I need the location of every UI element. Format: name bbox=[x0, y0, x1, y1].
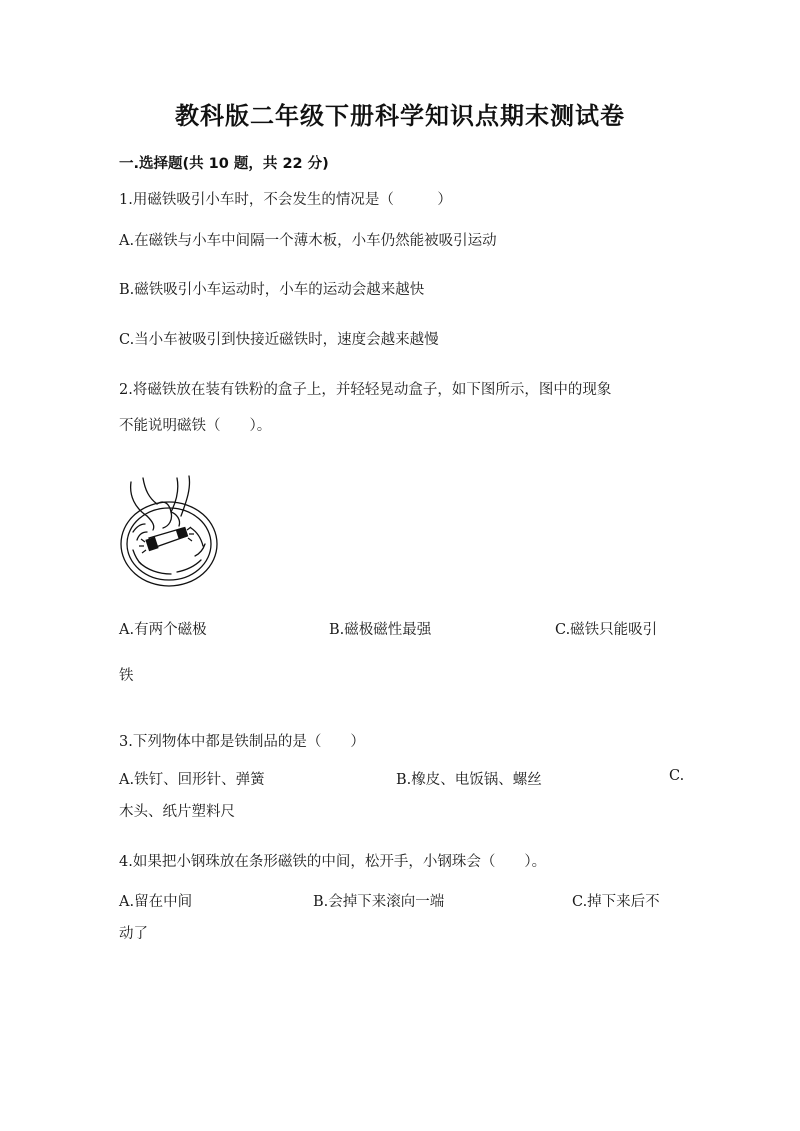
question-2-stem-line2: 不能说明磁铁（ ）。 bbox=[119, 418, 272, 434]
page-title: 教科版二年级下册科学知识点期末测试卷 bbox=[175, 102, 625, 130]
question-3-option-b: B.橡皮、电饭锅、螺丝 bbox=[396, 772, 542, 788]
question-2-option-a: A.有两个磁极 bbox=[119, 622, 207, 638]
question-1-option-a: A.在磁铁与小车中间隔一个薄木板，小车仍然能被吸引运动 bbox=[119, 233, 497, 249]
question-2-option-c-wrap: 铁 bbox=[119, 668, 134, 684]
question-4-stem: 4.如果把小钢珠放在条形磁铁的中间，松开手，小钢珠会（ ）。 bbox=[119, 854, 547, 870]
question-4-option-a: A.留在中间 bbox=[119, 894, 193, 910]
question-4-option-b: B.会掉下来滚向一端 bbox=[313, 894, 445, 910]
question-2-option-c: C.磁铁只能吸引 bbox=[555, 622, 658, 638]
question-3-option-a: A.铁钉、回形针、弹簧 bbox=[119, 772, 265, 788]
question-2-option-b: B.磁极磁性最强 bbox=[329, 622, 432, 638]
question-3-option-c: C. bbox=[669, 768, 685, 784]
section-heading: 一.选择题(共 10 题，共 22 分) bbox=[119, 156, 329, 172]
question-1-stem: 1.用磁铁吸引小车时，不会发生的情况是（ ） bbox=[119, 192, 452, 208]
question-4-option-c: C.掉下来后不 bbox=[572, 894, 660, 910]
question-1-option-c: C.当小车被吸引到快接近磁铁时，速度会越来越慢 bbox=[119, 332, 439, 348]
question-2-stem-line1: 2.将磁铁放在装有铁粉的盒子上，并轻轻晃动盒子，如下图所示，图中的现象 bbox=[119, 382, 612, 398]
question-4-option-c-wrap: 动了 bbox=[119, 926, 148, 942]
question-1-option-b: B.磁铁吸引小车运动时，小车的运动会越来越快 bbox=[119, 282, 425, 298]
question-3-stem: 3.下列物体中都是铁制品的是（ ） bbox=[119, 734, 365, 750]
magnet-iron-filings-illustration bbox=[117, 470, 227, 590]
question-3-option-c-wrap: 木头、纸片塑料尺 bbox=[119, 804, 235, 820]
